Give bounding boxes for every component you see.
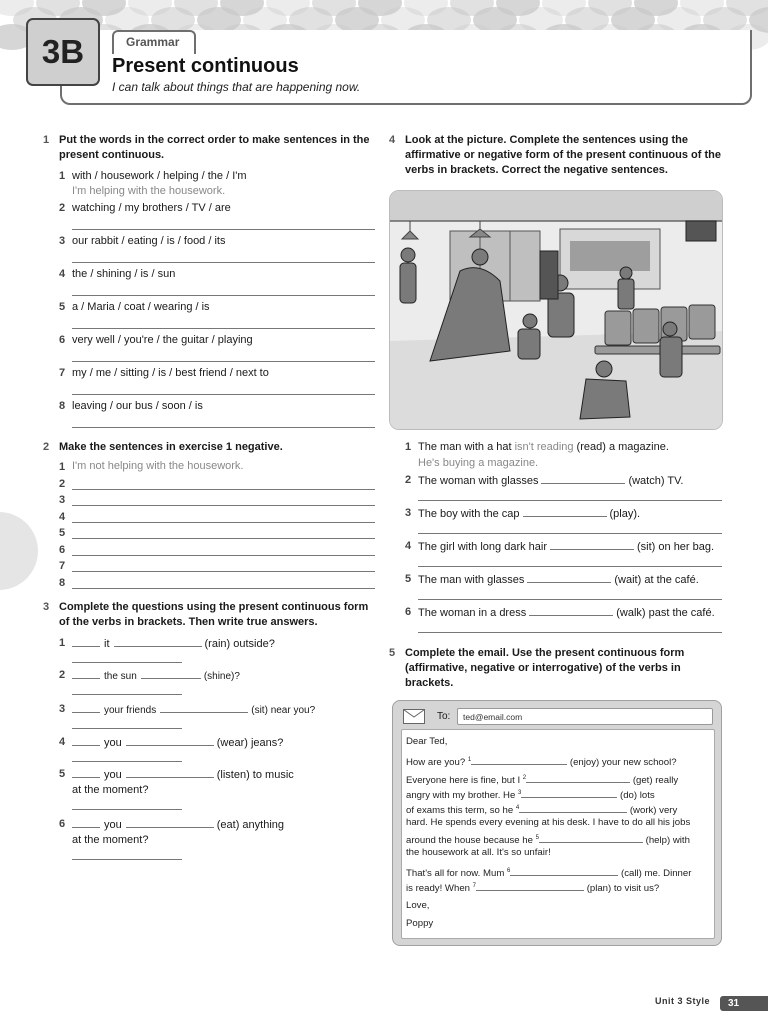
email-line: hard. He spends every evening at his desk. I have to do all his jobs: [406, 817, 691, 828]
answer-blank[interactable]: [72, 702, 100, 713]
envelope-icon: [403, 709, 425, 727]
answer-line[interactable]: [72, 694, 182, 695]
item-number: 3: [59, 703, 66, 715]
answer-line[interactable]: [418, 533, 722, 534]
item-number: 2: [405, 474, 412, 486]
answer-line[interactable]: [72, 489, 375, 490]
item-number: 4: [405, 540, 412, 552]
email-signoff: Love,: [406, 900, 430, 911]
exercise-4-item: [405, 473, 684, 489]
item-number: 1: [59, 461, 66, 473]
answer-blank[interactable]: [114, 636, 202, 647]
answer-line[interactable]: [72, 728, 182, 729]
email-signature: Poppy: [406, 918, 434, 929]
sentence-start: The boy with the cap: [418, 508, 520, 520]
item-number: 8: [59, 400, 66, 412]
exercise-1-item: [59, 300, 210, 315]
sentence-start: The man with glasses: [418, 574, 525, 586]
item-number: 4: [59, 736, 66, 748]
unit-badge: 3B: [26, 18, 100, 86]
answer-line[interactable]: [72, 262, 375, 263]
exercise-1-item: [59, 169, 247, 184]
question-subject: your friends: [104, 705, 157, 716]
email-line: angry with my brother. He $^3$ (do) lots: [406, 790, 655, 802]
answer-blank[interactable]: [126, 735, 214, 746]
exercise-3-item: [59, 668, 240, 684]
sentence-start: The woman in a dress: [418, 607, 527, 619]
item-number: 5: [59, 527, 66, 539]
answer-line[interactable]: [72, 588, 375, 589]
sentence-end: (watch) TV.: [628, 475, 684, 487]
item-prompt: our rabbit / eating / is / food / its: [72, 235, 226, 247]
email-line: How are you? $^1$ (enjoy) your new school?: [406, 757, 677, 769]
email-line: the housework at all. It's so unfair!: [406, 847, 551, 858]
sentence-end: (wait) at the café.: [614, 574, 699, 586]
question-subject: it: [104, 638, 110, 650]
answer-blank[interactable]: [523, 506, 607, 517]
exercise-3-item: [59, 767, 294, 783]
item-prompt: very well / you're / the guitar / playing: [72, 334, 253, 346]
answer-line[interactable]: [72, 538, 375, 539]
email-to-row: [401, 706, 713, 728]
answer-blank[interactable]: [72, 767, 100, 778]
sentence-end: (sit) on her bag.: [637, 541, 715, 553]
page-title: Present continuous: [112, 55, 299, 77]
exercise-3-item: [59, 702, 316, 718]
exercise-5-instruction: [389, 646, 723, 691]
sentence-start: The girl with long dark hair: [418, 541, 548, 553]
question-verb: (sit) near you?: [251, 705, 316, 716]
exercise-4-item: [405, 539, 715, 555]
email-line: Everyone here is fine, but I $^2$ (get) really: [406, 775, 679, 787]
sentence-end: (read) a magazine.: [576, 441, 669, 453]
email-greeting: Dear Ted,: [406, 736, 448, 747]
answer-blank[interactable]: [519, 803, 627, 813]
email-window: [392, 700, 722, 946]
answer-blank[interactable]: [471, 755, 567, 765]
airport-cafe-illustration: [389, 190, 723, 430]
question-subject: you: [104, 819, 122, 831]
answer-blank[interactable]: [160, 702, 248, 713]
question-subject: the sun: [104, 671, 137, 682]
answer-blank[interactable]: [141, 668, 201, 679]
item-number: 6: [59, 334, 66, 346]
email-line: is ready! When $^7$ (plan) to visit us?: [406, 883, 660, 895]
instruction-text: Complete the email. Use the present continuous form (affirmative, negative or interrogative) of the verbs in brackets.: [405, 647, 685, 689]
answer-line[interactable]: [72, 571, 375, 572]
answer-line[interactable]: [72, 295, 375, 296]
exercise-number: 4: [389, 134, 396, 146]
answer-blank[interactable]: [539, 833, 643, 843]
question-verb: (listen) to music: [216, 769, 294, 781]
exercise-number: 1: [43, 134, 50, 146]
item-number: 6: [405, 606, 412, 618]
answer-line[interactable]: [418, 599, 722, 600]
answer-blank[interactable]: [72, 668, 100, 679]
exercise-2-example: I'm not helping with the housework.: [72, 460, 244, 472]
exercise-1-item: [59, 399, 203, 414]
item-number: 5: [59, 768, 66, 780]
email-to-label: To:: [437, 711, 451, 722]
example-correction: He's buying a magazine.: [418, 457, 539, 469]
answer-line[interactable]: [72, 361, 375, 362]
question-verb: (eat) anything: [216, 819, 285, 831]
answer-line[interactable]: [72, 555, 375, 556]
answer-line[interactable]: [72, 505, 375, 506]
answer-line[interactable]: [72, 522, 375, 523]
answer-line[interactable]: [72, 859, 182, 860]
margin-decoration: [0, 512, 38, 590]
item-number: 7: [59, 560, 66, 572]
item-prompt: the / shining / is / sun: [72, 268, 176, 280]
exercise-3-item: [59, 735, 284, 751]
answer-blank[interactable]: [526, 773, 630, 783]
item-number: 3: [405, 507, 412, 519]
item-prompt: leaving / our bus / soon / is: [72, 400, 203, 412]
item-number: 6: [59, 543, 66, 556]
instruction-text: Make the sentences in exercise 1 negative.: [59, 441, 283, 453]
item-number: 4: [59, 510, 66, 523]
answer-blank[interactable]: [521, 788, 617, 798]
example-answer: isn't reading: [514, 441, 574, 453]
exercise-3-item: [59, 636, 275, 652]
answer-line[interactable]: [72, 229, 375, 230]
exercise-number: 5: [389, 647, 396, 659]
item-number: 5: [59, 301, 66, 313]
exercise-4-item: [405, 440, 669, 455]
exercise-1-instruction: [43, 133, 377, 163]
answer-blank[interactable]: [541, 473, 625, 484]
item-number: 1: [405, 441, 412, 453]
answer-line[interactable]: [72, 662, 182, 663]
email-line: of exams this term, so he $^4$ (work) very: [406, 805, 678, 817]
item-number: 2: [59, 202, 66, 214]
section-tab: Grammar: [112, 30, 196, 54]
answer-blank[interactable]: [529, 605, 613, 616]
instruction-text: Put the words in the correct order to make sentences in the present continuous.: [59, 134, 370, 161]
answer-blank[interactable]: [72, 817, 100, 828]
exercise-1-item: [59, 366, 269, 381]
exercise-3-instruction: [43, 600, 377, 630]
exercise-1-item: [59, 201, 231, 216]
question-verb: (shine)?: [203, 671, 240, 682]
answer-blank[interactable]: [527, 572, 611, 583]
question-continuation: at the moment?: [72, 784, 149, 796]
item-prompt: my / me / sitting / is / best friend / next to: [72, 367, 269, 379]
question-subject: you: [104, 769, 122, 781]
exercise-3-item: [59, 817, 285, 833]
answer-line[interactable]: [72, 761, 182, 762]
answer-blank[interactable]: [126, 817, 214, 828]
item-number: 3: [59, 494, 66, 506]
item-prompt: watching / my brothers / TV / are: [72, 202, 231, 214]
sentence-end: (play).: [609, 508, 641, 520]
email-to-field[interactable]: ted@email.com: [457, 708, 713, 725]
sentence-start: The woman with glasses: [418, 475, 539, 487]
answer-line[interactable]: [72, 394, 375, 395]
instruction-text: Look at the picture. Complete the sentences using the affirmative or negative form of the present continuous of the verbs in brackets. Correct the negative sentences.: [405, 134, 721, 176]
exercise-4-instruction: [389, 133, 723, 178]
answer-line[interactable]: [418, 566, 722, 567]
answer-line[interactable]: [418, 500, 722, 501]
email-line: That's all for now. Mum $^6$ (call) me. Dinner: [406, 868, 692, 880]
item-number: 3: [59, 235, 66, 247]
sentence-start: The man with a hat: [418, 441, 512, 453]
exercise-4-item: [405, 506, 641, 522]
item-number: 2: [59, 669, 66, 681]
answer-blank[interactable]: [550, 539, 634, 550]
email-line: around the house because he $^5$ (help) with: [406, 835, 690, 847]
exercise-4-item: [405, 605, 715, 621]
sentence-end: (walk) past the café.: [616, 607, 715, 619]
question-verb: (wear) jeans?: [216, 737, 284, 749]
exercise-2-instruction: [43, 440, 377, 455]
answer-line[interactable]: [72, 427, 375, 428]
exercise-1-item: [59, 267, 176, 282]
question-subject: you: [104, 737, 122, 749]
item-number: 7: [59, 367, 66, 379]
instruction-text: Complete the questions using the present continuous form of the verbs in brackets. Then write true answers.: [59, 601, 369, 628]
example-answer: I'm helping with the housework.: [72, 185, 226, 197]
item-number: 5: [405, 573, 412, 585]
answer-line[interactable]: [72, 809, 182, 810]
item-number: 8: [59, 576, 66, 589]
email-body: [401, 729, 715, 939]
page-subtitle: I can talk about things that are happening now.: [112, 80, 361, 94]
answer-blank[interactable]: [72, 735, 100, 746]
item-number: 4: [59, 268, 66, 280]
exercise-1-item: [59, 333, 253, 348]
exercise-number: 3: [43, 601, 50, 613]
exercise-4-item: [405, 572, 699, 588]
exercise-number: 2: [43, 441, 50, 453]
answer-blank[interactable]: [510, 866, 618, 876]
page-number: 31: [720, 996, 768, 1011]
answer-blank[interactable]: [126, 767, 214, 778]
item-prompt: a / Maria / coat / wearing / is: [72, 301, 210, 313]
answer-line[interactable]: [418, 632, 722, 633]
question-continuation: at the moment?: [72, 834, 149, 846]
exercise-1-item: [59, 234, 226, 249]
answer-blank[interactable]: [72, 636, 100, 647]
item-number: 2: [59, 477, 66, 490]
question-verb: (rain) outside?: [204, 638, 275, 650]
item-number: 1: [59, 170, 66, 182]
item-prompt: with / housework / helping / the / I'm: [72, 170, 247, 182]
answer-line[interactable]: [72, 328, 375, 329]
item-number: 1: [59, 637, 66, 649]
answer-blank[interactable]: [476, 881, 584, 891]
footer-unit-label: Unit 3 Style: [655, 996, 711, 1006]
item-number: 6: [59, 818, 66, 830]
